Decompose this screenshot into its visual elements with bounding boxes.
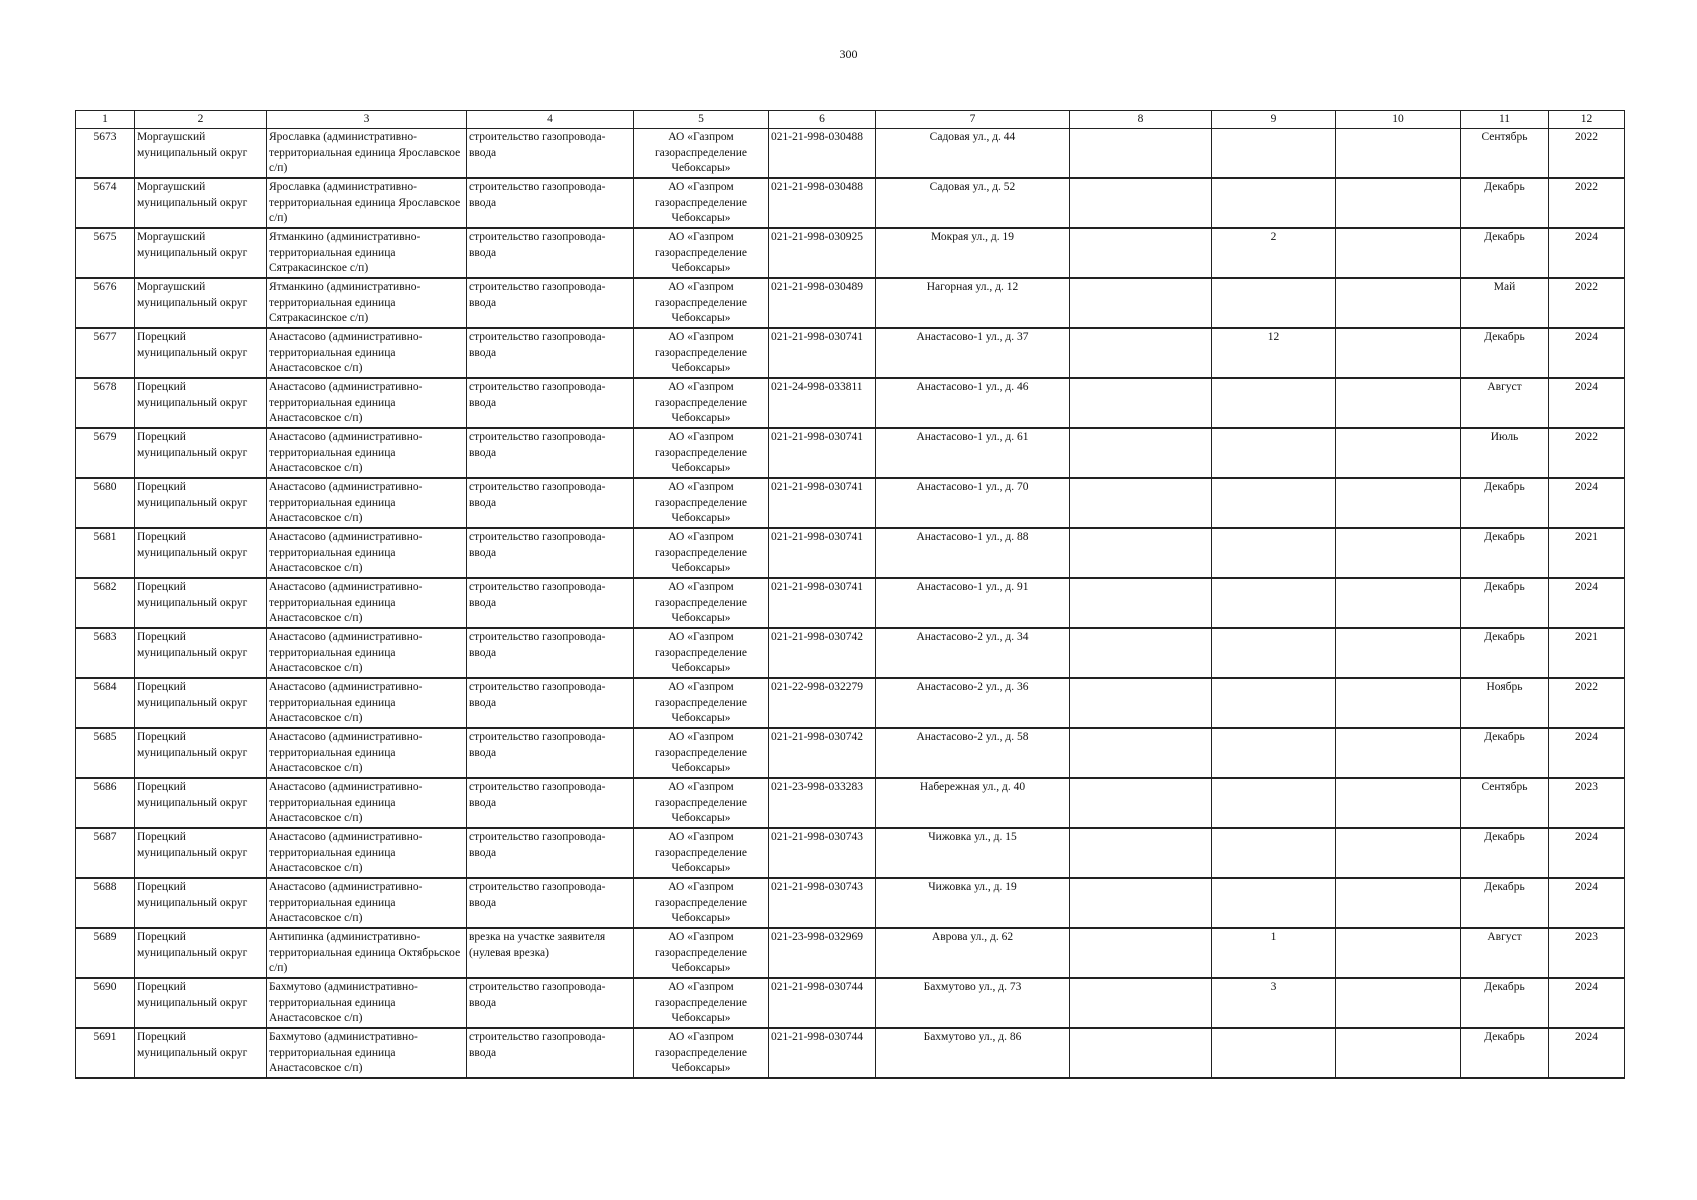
cell-settlement: Антипинка (административно-территориальная единица Октябрьское с/п) <box>267 928 467 978</box>
cell-address: Анастасово-1 ул., д. 37 <box>876 328 1070 378</box>
cell-year: 2024 <box>1549 878 1625 928</box>
cell-district: Порецкий муниципальный округ <box>135 728 267 778</box>
cell-month: Декабрь <box>1461 628 1549 678</box>
registry-table <box>75 110 1625 1079</box>
cell-col-10 <box>1336 878 1461 928</box>
cell-application-number: 021-24-998-033811 <box>769 378 876 428</box>
cell-month: Декабрь <box>1461 328 1549 378</box>
cell-col-9: 3 <box>1212 978 1336 1028</box>
cell-col-10 <box>1336 828 1461 878</box>
cell-col-8 <box>1070 778 1212 828</box>
cell-year: 2024 <box>1549 478 1625 528</box>
cell-organization: АО «Газпром газораспределение Чебоксары» <box>634 129 769 179</box>
cell-row-number: 5674 <box>76 178 135 228</box>
cell-col-10 <box>1336 378 1461 428</box>
cell-month: Май <box>1461 278 1549 328</box>
cell-application-number: 021-21-998-030488 <box>769 129 876 179</box>
cell-settlement: Ярославка (административно-территориальная единица Ярославское с/п) <box>267 178 467 228</box>
table-row <box>76 728 1625 778</box>
cell-year: 2024 <box>1549 578 1625 628</box>
cell-settlement: Анастасово (административно-территориальная единица Анастасовское с/п) <box>267 478 467 528</box>
cell-col-10 <box>1336 1028 1461 1078</box>
table-row <box>76 528 1625 578</box>
cell-application-number: 021-21-998-030489 <box>769 278 876 328</box>
cell-address: Мокрая ул., д. 19 <box>876 228 1070 278</box>
cell-district: Моргаушский муниципальный округ <box>135 178 267 228</box>
cell-col-9 <box>1212 1028 1336 1078</box>
cell-organization: АО «Газпром газораспределение Чебоксары» <box>634 778 769 828</box>
cell-address: Садовая ул., д. 52 <box>876 178 1070 228</box>
cell-col-8 <box>1070 728 1212 778</box>
table-row <box>76 778 1625 828</box>
header-row <box>76 111 1625 129</box>
cell-settlement: Бахмутово (административно-территориальная единица Анастасовское с/п) <box>267 978 467 1028</box>
table-row <box>76 228 1625 278</box>
column-header-7: 7 <box>876 111 1070 129</box>
cell-address: Анастасово-2 ул., д. 58 <box>876 728 1070 778</box>
cell-organization: АО «Газпром газораспределение Чебоксары» <box>634 678 769 728</box>
table-row <box>76 978 1625 1028</box>
cell-application-number: 021-21-998-030743 <box>769 878 876 928</box>
table-row <box>76 378 1625 428</box>
cell-col-8 <box>1070 828 1212 878</box>
cell-col-10 <box>1336 478 1461 528</box>
cell-col-9: 12 <box>1212 328 1336 378</box>
cell-col-9 <box>1212 478 1336 528</box>
cell-work-type: строительство газопровода-ввода <box>467 428 634 478</box>
column-header-5: 5 <box>634 111 769 129</box>
cell-address: Анастасово-2 ул., д. 34 <box>876 628 1070 678</box>
cell-district: Моргаушский муниципальный округ <box>135 129 267 179</box>
cell-application-number: 021-22-998-032279 <box>769 678 876 728</box>
cell-work-type: строительство газопровода-ввода <box>467 129 634 179</box>
cell-district: Порецкий муниципальный округ <box>135 628 267 678</box>
table-row <box>76 1028 1625 1078</box>
cell-row-number: 5676 <box>76 278 135 328</box>
cell-col-9 <box>1212 378 1336 428</box>
cell-organization: АО «Газпром газораспределение Чебоксары» <box>634 178 769 228</box>
cell-work-type: строительство газопровода-ввода <box>467 328 634 378</box>
cell-col-10 <box>1336 129 1461 179</box>
cell-col-8 <box>1070 628 1212 678</box>
column-header-2: 2 <box>135 111 267 129</box>
cell-year: 2024 <box>1549 828 1625 878</box>
page-number: 300 <box>839 47 858 61</box>
cell-col-10 <box>1336 228 1461 278</box>
cell-col-8 <box>1070 678 1212 728</box>
cell-col-8 <box>1070 1028 1212 1078</box>
cell-row-number: 5677 <box>76 328 135 378</box>
cell-col-8 <box>1070 278 1212 328</box>
cell-application-number: 021-23-998-032969 <box>769 928 876 978</box>
cell-organization: АО «Газпром газораспределение Чебоксары» <box>634 278 769 328</box>
cell-settlement: Анастасово (административно-территориальная единица Анастасовское с/п) <box>267 778 467 828</box>
cell-application-number: 021-21-998-030741 <box>769 328 876 378</box>
cell-application-number: 021-23-998-033283 <box>769 778 876 828</box>
cell-district: Порецкий муниципальный округ <box>135 828 267 878</box>
cell-col-8 <box>1070 178 1212 228</box>
cell-organization: АО «Газпром газораспределение Чебоксары» <box>634 328 769 378</box>
cell-application-number: 021-21-998-030742 <box>769 628 876 678</box>
cell-work-type: строительство газопровода-ввода <box>467 228 634 278</box>
cell-organization: АО «Газпром газораспределение Чебоксары» <box>634 878 769 928</box>
cell-month: Сентябрь <box>1461 129 1549 179</box>
cell-col-8 <box>1070 528 1212 578</box>
cell-address: Аврова ул., д. 62 <box>876 928 1070 978</box>
cell-address: Анастасово-1 ул., д. 61 <box>876 428 1070 478</box>
cell-application-number: 021-21-998-030925 <box>769 228 876 278</box>
cell-year: 2024 <box>1549 328 1625 378</box>
cell-work-type: строительство газопровода-ввода <box>467 528 634 578</box>
cell-address: Чижовка ул., д. 19 <box>876 878 1070 928</box>
cell-year: 2022 <box>1549 678 1625 728</box>
cell-year: 2023 <box>1549 778 1625 828</box>
cell-address: Чижовка ул., д. 15 <box>876 828 1070 878</box>
cell-col-10 <box>1336 428 1461 478</box>
cell-organization: АО «Газпром газораспределение Чебоксары» <box>634 628 769 678</box>
cell-col-8 <box>1070 129 1212 179</box>
cell-application-number: 021-21-998-030741 <box>769 428 876 478</box>
cell-year: 2022 <box>1549 428 1625 478</box>
table-row <box>76 578 1625 628</box>
cell-settlement: Анастасово (административно-территориальная единица Анастасовское с/п) <box>267 628 467 678</box>
cell-col-8 <box>1070 478 1212 528</box>
cell-col-9 <box>1212 678 1336 728</box>
cell-organization: АО «Газпром газораспределение Чебоксары» <box>634 828 769 878</box>
cell-work-type: строительство газопровода-ввода <box>467 278 634 328</box>
column-header-8: 8 <box>1070 111 1212 129</box>
cell-address: Бахмутово ул., д. 73 <box>876 978 1070 1028</box>
cell-application-number: 021-21-998-030741 <box>769 578 876 628</box>
cell-district: Порецкий муниципальный округ <box>135 678 267 728</box>
cell-application-number: 021-21-998-030743 <box>769 828 876 878</box>
cell-address: Анастасово-1 ул., д. 88 <box>876 528 1070 578</box>
cell-work-type: строительство газопровода-ввода <box>467 778 634 828</box>
cell-work-type: строительство газопровода-ввода <box>467 978 634 1028</box>
column-header-3: 3 <box>267 111 467 129</box>
table-row <box>76 878 1625 928</box>
cell-col-9 <box>1212 828 1336 878</box>
cell-year: 2023 <box>1549 928 1625 978</box>
cell-col-9 <box>1212 428 1336 478</box>
cell-col-8 <box>1070 228 1212 278</box>
cell-application-number: 021-21-998-030744 <box>769 1028 876 1078</box>
cell-month: Август <box>1461 378 1549 428</box>
cell-work-type: врезка на участке заявителя (нулевая врезка) <box>467 928 634 978</box>
table-row <box>76 428 1625 478</box>
cell-application-number: 021-21-998-030488 <box>769 178 876 228</box>
cell-organization: АО «Газпром газораспределение Чебоксары» <box>634 928 769 978</box>
cell-month: Декабрь <box>1461 978 1549 1028</box>
column-header-11: 11 <box>1461 111 1549 129</box>
cell-col-10 <box>1336 678 1461 728</box>
cell-year: 2024 <box>1549 1028 1625 1078</box>
table-row <box>76 129 1625 179</box>
cell-col-8 <box>1070 378 1212 428</box>
cell-row-number: 5688 <box>76 878 135 928</box>
column-header-9: 9 <box>1212 111 1336 129</box>
cell-col-8 <box>1070 578 1212 628</box>
cell-col-10 <box>1336 178 1461 228</box>
cell-row-number: 5685 <box>76 728 135 778</box>
cell-row-number: 5678 <box>76 378 135 428</box>
cell-col-9 <box>1212 628 1336 678</box>
cell-col-8 <box>1070 328 1212 378</box>
cell-district: Порецкий муниципальный округ <box>135 378 267 428</box>
cell-year: 2022 <box>1549 178 1625 228</box>
cell-month: Декабрь <box>1461 178 1549 228</box>
cell-district: Порецкий муниципальный округ <box>135 878 267 928</box>
cell-row-number: 5680 <box>76 478 135 528</box>
cell-district: Порецкий муниципальный округ <box>135 578 267 628</box>
cell-col-10 <box>1336 628 1461 678</box>
cell-organization: АО «Газпром газораспределение Чебоксары» <box>634 1028 769 1078</box>
cell-settlement: Ятманкино (административно-территориальная единица Сятракасинское с/п) <box>267 278 467 328</box>
cell-month: Декабрь <box>1461 528 1549 578</box>
cell-month: Декабрь <box>1461 578 1549 628</box>
cell-settlement: Ярославка (административно-территориальная единица Ярославское с/п) <box>267 129 467 179</box>
cell-district: Порецкий муниципальный округ <box>135 478 267 528</box>
cell-year: 2024 <box>1549 228 1625 278</box>
cell-work-type: строительство газопровода-ввода <box>467 578 634 628</box>
cell-work-type: строительство газопровода-ввода <box>467 828 634 878</box>
cell-col-8 <box>1070 428 1212 478</box>
cell-row-number: 5687 <box>76 828 135 878</box>
cell-year: 2022 <box>1549 129 1625 179</box>
cell-settlement: Ятманкино (административно-территориальная единица Сятракасинское с/п) <box>267 228 467 278</box>
cell-work-type: строительство газопровода-ввода <box>467 178 634 228</box>
cell-row-number: 5686 <box>76 778 135 828</box>
cell-row-number: 5683 <box>76 628 135 678</box>
cell-year: 2024 <box>1549 978 1625 1028</box>
cell-month: Декабрь <box>1461 1028 1549 1078</box>
table-row <box>76 928 1625 978</box>
cell-district: Порецкий муниципальный округ <box>135 1028 267 1078</box>
cell-col-9 <box>1212 728 1336 778</box>
cell-month: Декабрь <box>1461 478 1549 528</box>
cell-col-10 <box>1336 978 1461 1028</box>
cell-work-type: строительство газопровода-ввода <box>467 678 634 728</box>
cell-organization: АО «Газпром газораспределение Чебоксары» <box>634 228 769 278</box>
cell-organization: АО «Газпром газораспределение Чебоксары» <box>634 578 769 628</box>
cell-address: Нагорная ул., д. 12 <box>876 278 1070 328</box>
cell-col-9 <box>1212 129 1336 179</box>
cell-row-number: 5679 <box>76 428 135 478</box>
cell-work-type: строительство газопровода-ввода <box>467 728 634 778</box>
cell-col-9 <box>1212 878 1336 928</box>
cell-application-number: 021-21-998-030741 <box>769 478 876 528</box>
cell-district: Моргаушский муниципальный округ <box>135 278 267 328</box>
cell-col-8 <box>1070 928 1212 978</box>
cell-address: Анастасово-1 ул., д. 46 <box>876 378 1070 428</box>
cell-organization: АО «Газпром газораспределение Чебоксары» <box>634 378 769 428</box>
cell-settlement: Анастасово (административно-территориальная единица Анастасовское с/п) <box>267 428 467 478</box>
table-row <box>76 178 1625 228</box>
cell-row-number: 5681 <box>76 528 135 578</box>
column-header-12: 12 <box>1549 111 1625 129</box>
cell-col-10 <box>1336 728 1461 778</box>
cell-address: Бахмутово ул., д. 86 <box>876 1028 1070 1078</box>
cell-month: Декабрь <box>1461 228 1549 278</box>
cell-col-10 <box>1336 578 1461 628</box>
table-row <box>76 328 1625 378</box>
cell-settlement: Анастасово (административно-территориальная единица Анастасовское с/п) <box>267 828 467 878</box>
cell-col-8 <box>1070 878 1212 928</box>
cell-col-9 <box>1212 528 1336 578</box>
cell-application-number: 021-21-998-030742 <box>769 728 876 778</box>
table-row <box>76 478 1625 528</box>
cell-work-type: строительство газопровода-ввода <box>467 878 634 928</box>
column-header-10: 10 <box>1336 111 1461 129</box>
cell-district: Порецкий муниципальный округ <box>135 978 267 1028</box>
cell-col-9 <box>1212 578 1336 628</box>
cell-settlement: Анастасово (административно-территориальная единица Анастасовское с/п) <box>267 678 467 728</box>
table-header <box>76 111 1625 129</box>
cell-application-number: 021-21-998-030744 <box>769 978 876 1028</box>
cell-month: Сентябрь <box>1461 778 1549 828</box>
cell-col-9: 1 <box>1212 928 1336 978</box>
cell-district: Моргаушский муниципальный округ <box>135 228 267 278</box>
cell-address: Анастасово-1 ул., д. 70 <box>876 478 1070 528</box>
cell-month: Август <box>1461 928 1549 978</box>
cell-district: Порецкий муниципальный округ <box>135 928 267 978</box>
cell-col-9 <box>1212 778 1336 828</box>
cell-settlement: Анастасово (административно-территориальная единица Анастасовское с/п) <box>267 528 467 578</box>
cell-district: Порецкий муниципальный округ <box>135 328 267 378</box>
cell-settlement: Бахмутово (административно-территориальная единица Анастасовское с/п) <box>267 1028 467 1078</box>
cell-col-9: 2 <box>1212 228 1336 278</box>
cell-district: Порецкий муниципальный округ <box>135 528 267 578</box>
table-row <box>76 678 1625 728</box>
cell-col-10 <box>1336 328 1461 378</box>
cell-settlement: Анастасово (административно-территориальная единица Анастасовское с/п) <box>267 878 467 928</box>
cell-settlement: Анастасово (административно-территориальная единица Анастасовское с/п) <box>267 728 467 778</box>
cell-year: 2022 <box>1549 278 1625 328</box>
cell-organization: АО «Газпром газораспределение Чебоксары» <box>634 528 769 578</box>
cell-col-10 <box>1336 278 1461 328</box>
cell-col-10 <box>1336 528 1461 578</box>
cell-col-10 <box>1336 778 1461 828</box>
cell-row-number: 5690 <box>76 978 135 1028</box>
cell-settlement: Анастасово (административно-территориальная единица Анастасовское с/п) <box>267 378 467 428</box>
cell-col-10 <box>1336 928 1461 978</box>
cell-address: Садовая ул., д. 44 <box>876 129 1070 179</box>
cell-year: 2021 <box>1549 528 1625 578</box>
cell-year: 2021 <box>1549 628 1625 678</box>
cell-year: 2024 <box>1549 378 1625 428</box>
cell-row-number: 5684 <box>76 678 135 728</box>
cell-month: Декабрь <box>1461 828 1549 878</box>
cell-district: Порецкий муниципальный округ <box>135 428 267 478</box>
cell-application-number: 021-21-998-030741 <box>769 528 876 578</box>
cell-organization: АО «Газпром газораспределение Чебоксары» <box>634 428 769 478</box>
cell-month: Ноябрь <box>1461 678 1549 728</box>
cell-row-number: 5691 <box>76 1028 135 1078</box>
column-header-1: 1 <box>76 111 135 129</box>
cell-col-8 <box>1070 978 1212 1028</box>
cell-work-type: строительство газопровода-ввода <box>467 1028 634 1078</box>
cell-work-type: строительство газопровода-ввода <box>467 628 634 678</box>
cell-organization: АО «Газпром газораспределение Чебоксары» <box>634 728 769 778</box>
cell-year: 2024 <box>1549 728 1625 778</box>
cell-col-9 <box>1212 178 1336 228</box>
cell-month: Декабрь <box>1461 728 1549 778</box>
cell-month: Декабрь <box>1461 878 1549 928</box>
cell-row-number: 5682 <box>76 578 135 628</box>
cell-month: Июль <box>1461 428 1549 478</box>
cell-col-9 <box>1212 278 1336 328</box>
table-body <box>76 129 1625 1079</box>
cell-settlement: Анастасово (административно-территориальная единица Анастасовское с/п) <box>267 328 467 378</box>
table-row <box>76 278 1625 328</box>
table-row <box>76 828 1625 878</box>
cell-address: Анастасово-2 ул., д. 36 <box>876 678 1070 728</box>
cell-work-type: строительство газопровода-ввода <box>467 478 634 528</box>
table-row <box>76 628 1625 678</box>
cell-work-type: строительство газопровода-ввода <box>467 378 634 428</box>
cell-organization: АО «Газпром газораспределение Чебоксары» <box>634 978 769 1028</box>
cell-address: Анастасово-1 ул., д. 91 <box>876 578 1070 628</box>
cell-row-number: 5689 <box>76 928 135 978</box>
column-header-6: 6 <box>769 111 876 129</box>
cell-settlement: Анастасово (административно-территориальная единица Анастасовское с/п) <box>267 578 467 628</box>
cell-row-number: 5675 <box>76 228 135 278</box>
cell-address: Набережная ул., д. 40 <box>876 778 1070 828</box>
cell-district: Порецкий муниципальный округ <box>135 778 267 828</box>
column-header-4: 4 <box>467 111 634 129</box>
cell-organization: АО «Газпром газораспределение Чебоксары» <box>634 478 769 528</box>
cell-row-number: 5673 <box>76 129 135 179</box>
